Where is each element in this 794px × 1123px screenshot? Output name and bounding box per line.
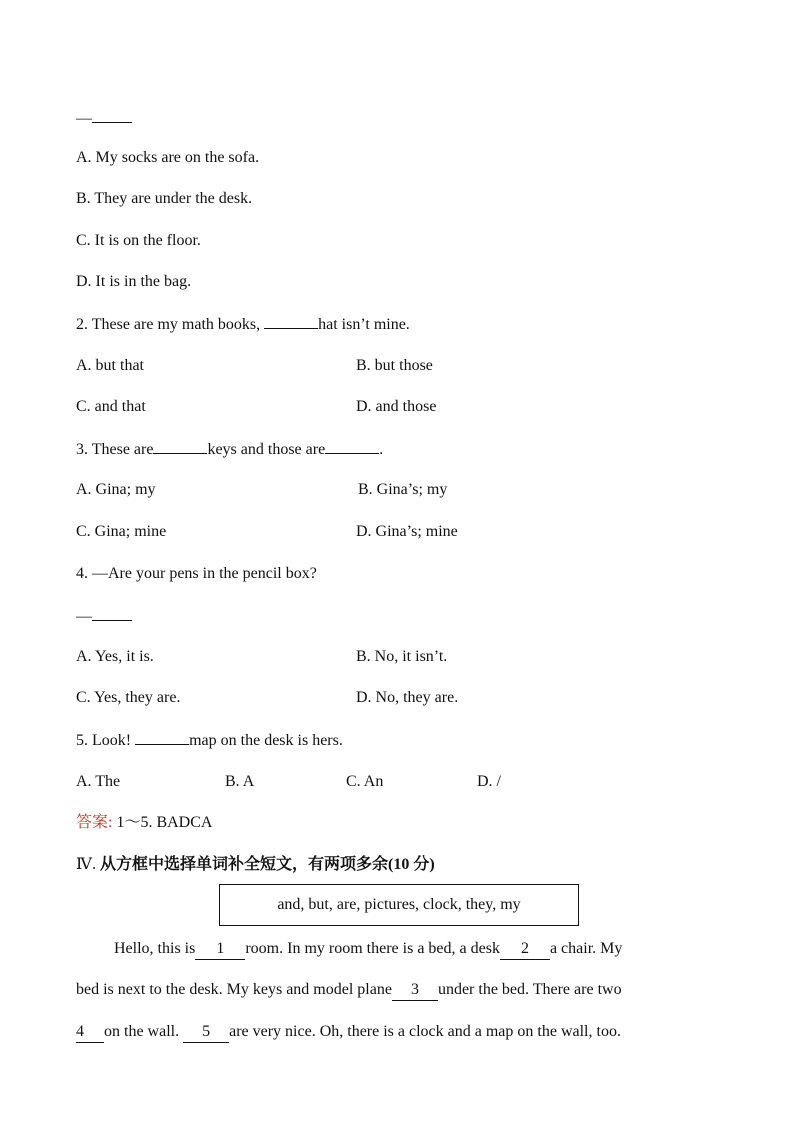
passage-text: a chair. My (549, 940, 623, 957)
q2-stem (76, 314, 410, 335)
q4-option-a: A. Yes, it is. (76, 648, 154, 665)
word-box (219, 884, 579, 926)
q3-option-a: A. Gina; my (76, 481, 156, 498)
q2-stem-after: hat isn’t mine. (318, 316, 410, 333)
q1-answer-line (76, 108, 132, 129)
q1-option-b: B. They are under the desk. (76, 190, 253, 207)
word-box-text: and, but, are, pictures, clock, they, my (277, 896, 521, 913)
passage-blank-5: 5 (183, 1022, 229, 1043)
q2-option-b: B. but those (356, 357, 433, 374)
section-heading (76, 855, 435, 875)
q3-option-c: C. Gina; mine (76, 523, 167, 540)
dash: — (76, 608, 92, 625)
q2-option-c: C. and that (76, 398, 146, 415)
answer-blank (92, 108, 132, 123)
q1-option-a: A. My socks are on the sofa. (76, 149, 260, 166)
passage-text: room. In my room there is a bed, a desk (245, 940, 500, 957)
q3-blank-1 (153, 439, 207, 454)
q4-option-c: C. Yes, they are. (76, 689, 181, 706)
q5-option-a: A. The (76, 773, 121, 790)
answer-text: 1～5. BADCA (112, 814, 213, 831)
q5-option-d: D. / (477, 773, 501, 790)
q1-option-c: C. It is on the floor. (76, 232, 201, 249)
dash: — (76, 110, 92, 127)
passage-blank-1: 1 (195, 939, 245, 960)
q4-stem: 4. —Are your pens in the pencil box? (76, 565, 317, 582)
q3-option-b: B. Gina’s; my (358, 481, 448, 498)
q3-stem-b: keys and those are (207, 441, 326, 458)
passage-line-2 (76, 980, 718, 1001)
q3-stem-a: 3. These are (76, 441, 154, 458)
q3-option-d: D. Gina’s; mine (356, 523, 458, 540)
q3-stem-c: . (379, 441, 384, 458)
q2-blank (264, 314, 318, 329)
passage-text: under the bed. There are two (437, 981, 622, 998)
passage-line-3 (76, 1022, 718, 1043)
section-title: 从方框中选择单词补全短文，有两项多余 (95, 856, 388, 873)
q2-stem-before: 2. These are my math books, (76, 316, 265, 333)
passage-blank-4: 4 (76, 1022, 104, 1043)
q5-blank (135, 730, 189, 745)
q5-stem-after: map on the desk is hers. (189, 732, 343, 749)
section-score: (10 分) (388, 856, 435, 873)
answer-line (76, 813, 212, 833)
answer-blank (92, 606, 132, 621)
passage-blank-2: 2 (500, 939, 550, 960)
q5-stem-before: 5. Look! (76, 732, 136, 749)
answer-label: 答案: (76, 814, 113, 831)
q2-option-a: A. but that (76, 357, 144, 374)
passage-text: Hello, this is (114, 940, 196, 957)
passage-line-1 (114, 939, 756, 960)
q5-option-c: C. An (346, 773, 384, 790)
passage-text: are very nice. Oh, there is a clock and a map on the wall, too. (229, 1023, 621, 1040)
q3-stem (76, 439, 383, 460)
q5-option-b: B. A (225, 773, 255, 790)
passage-blank-3: 3 (392, 980, 438, 1001)
q1-option-d: D. It is in the bag. (76, 273, 192, 290)
passage-text: on the wall. (104, 1023, 184, 1040)
q2-option-d: D. and those (356, 398, 437, 415)
q4-option-b: B. No, it isn’t. (356, 648, 448, 665)
q3-blank-2 (325, 439, 379, 454)
section-numeral: Ⅳ. (76, 856, 96, 873)
q4-answer-line (76, 606, 132, 627)
q5-stem (76, 730, 343, 751)
q4-option-d: D. No, they are. (356, 689, 459, 706)
passage-text: bed is next to the desk. My keys and model plane (76, 981, 392, 998)
